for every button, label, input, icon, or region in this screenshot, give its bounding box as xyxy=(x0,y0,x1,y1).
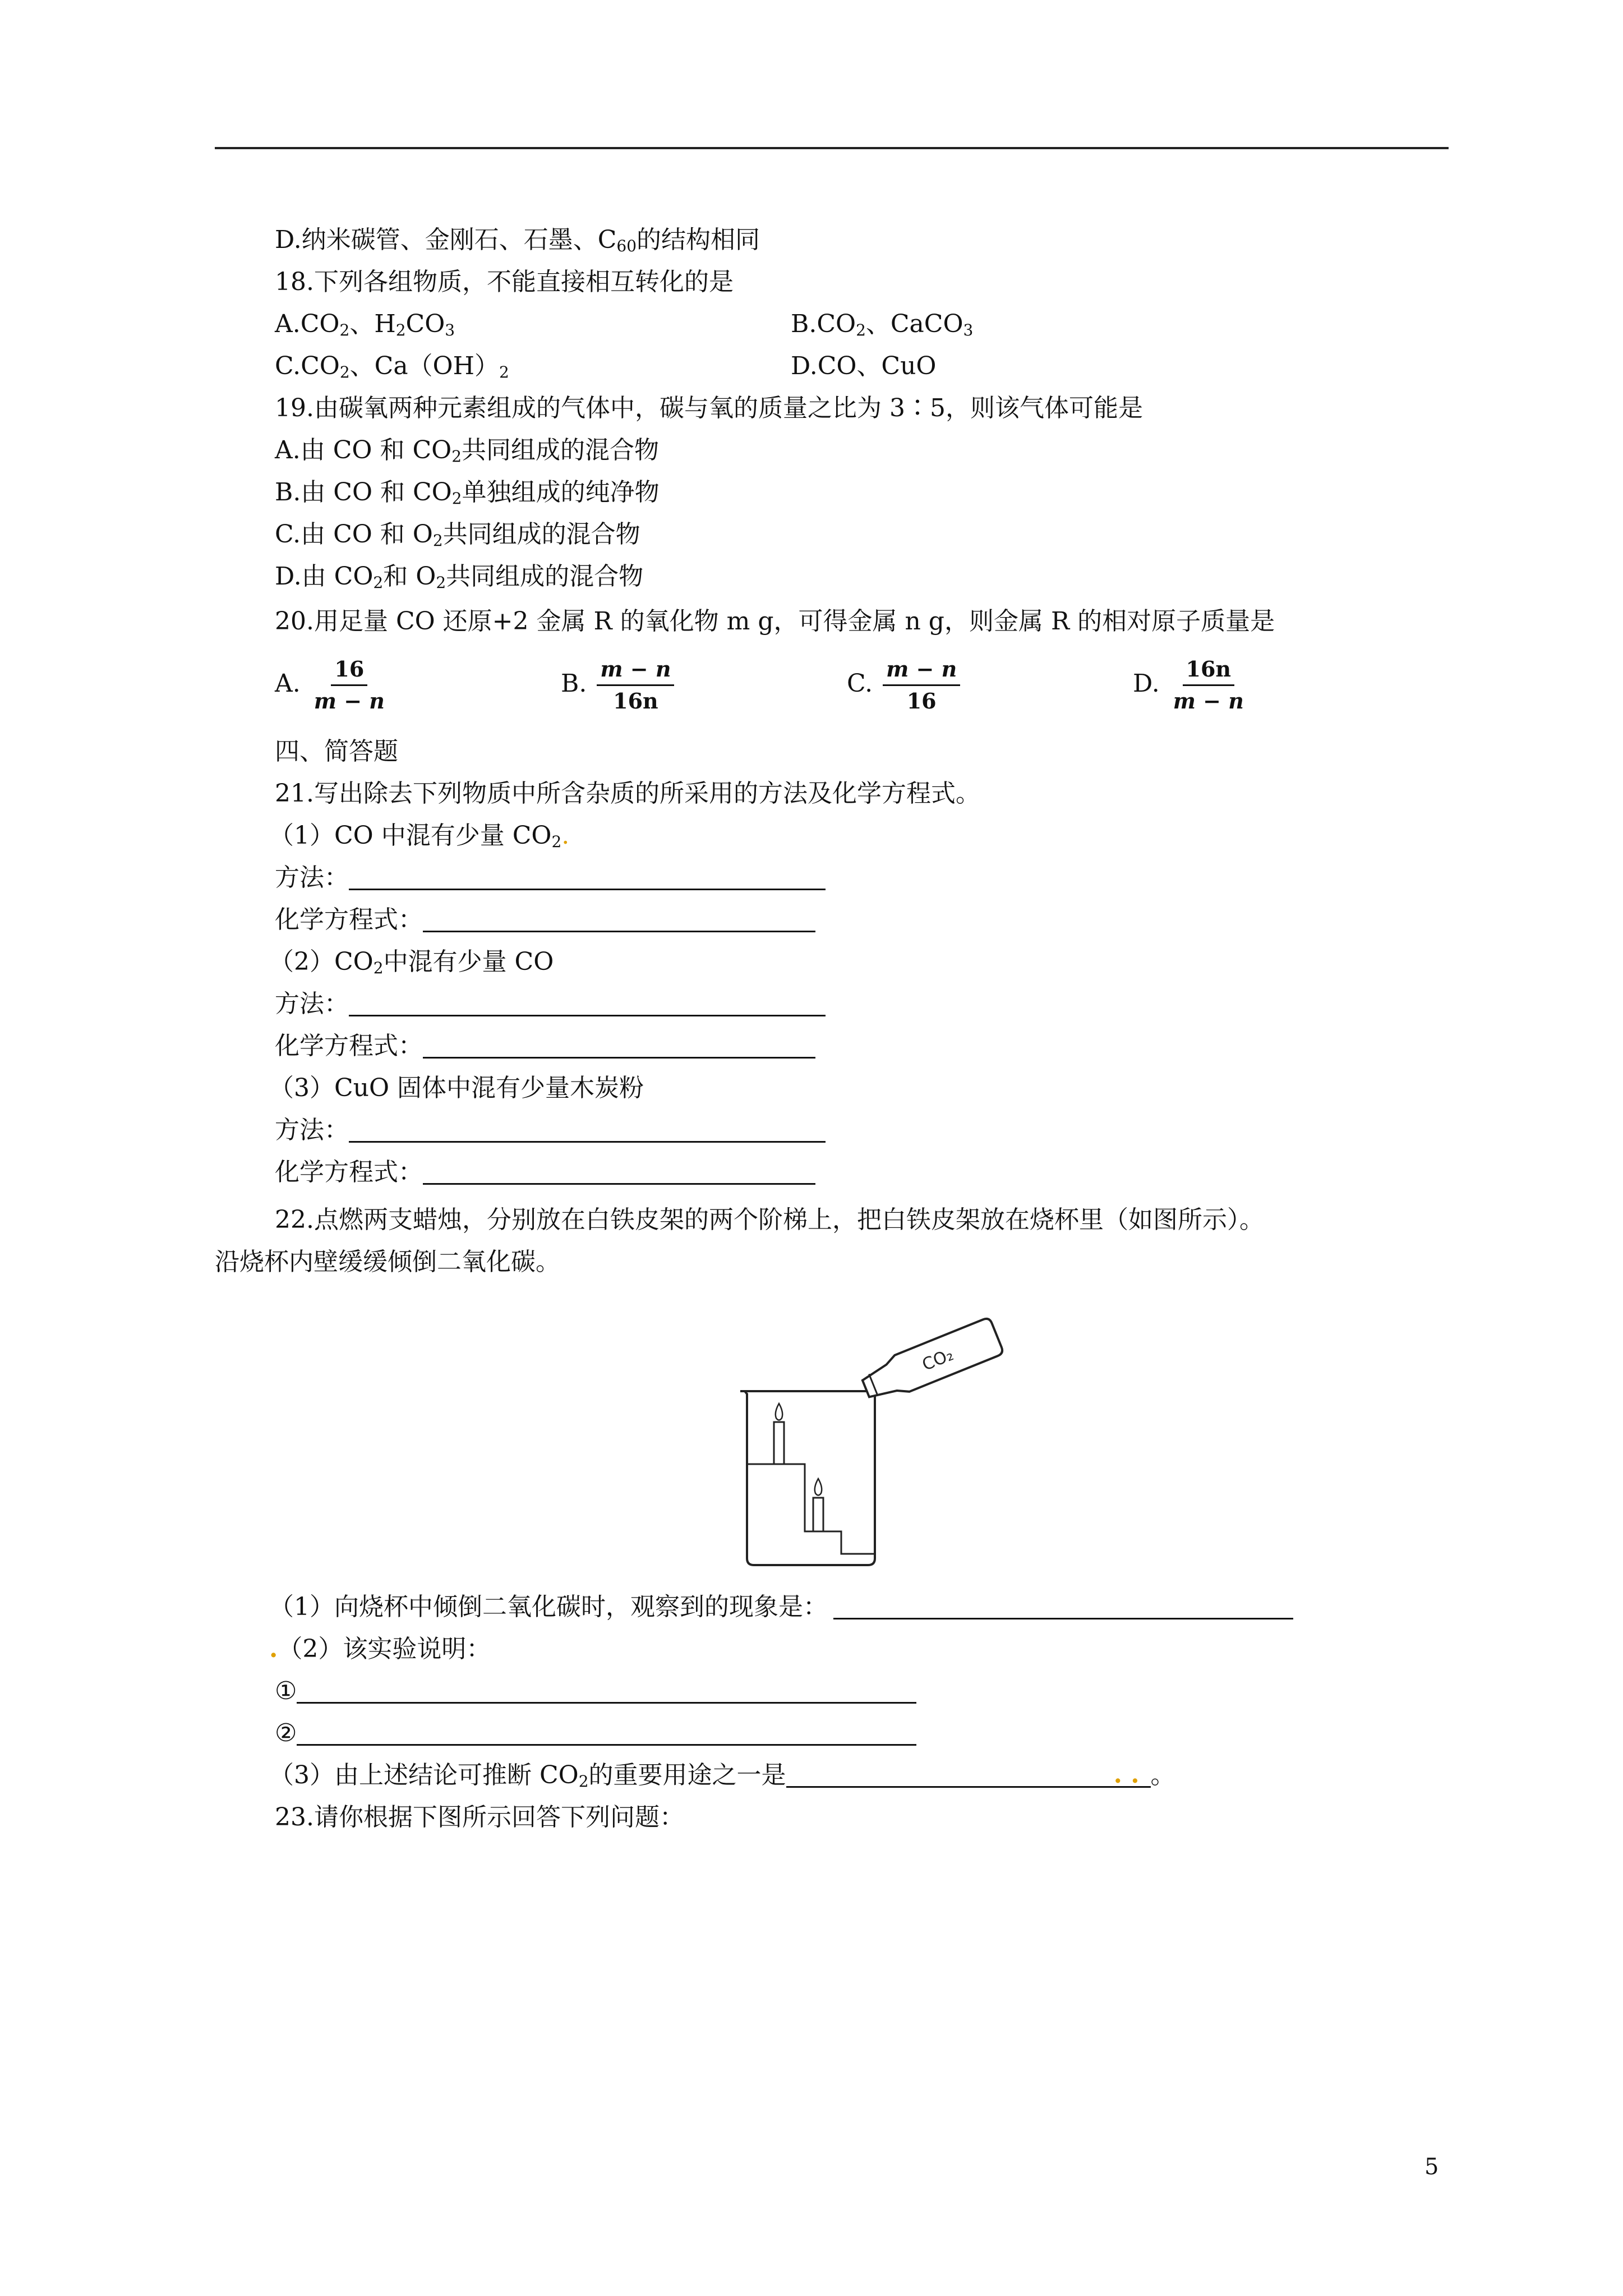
q18-option-c: $C.CO_2$、$Ca(OH)_2$ xyxy=(275,352,509,381)
q22-conclusion1: ① xyxy=(275,1674,916,1708)
page-number: 5 xyxy=(1424,2154,1439,2180)
q21-part3: （3）CuO 固体中混有少量木炭粉 xyxy=(269,1074,644,1102)
q21-part1: （1）CO 中混有少量 $CO_2$. xyxy=(269,821,570,851)
lower-candle xyxy=(813,1498,823,1531)
q19-option-c: C.由 CO 和 $O_2$共同组成的混合物 xyxy=(275,520,640,550)
q19-option-b: B.由 CO 和 $CO_2$单独组成的纯净物 xyxy=(275,478,660,508)
q22-sub2: .（2）该实验说明： xyxy=(269,1635,491,1663)
q18-option-b: $B.CO_2$、CaCO$_3$ xyxy=(791,310,974,339)
q21-part2: $(2)CO_2$中混有少量 CO xyxy=(269,947,554,977)
beaker-candle-figure xyxy=(729,1301,1043,1582)
section-title: 四、简答题 xyxy=(275,737,398,766)
header-rule xyxy=(215,147,1449,149)
q20-option-b: B. $\frac{m - n}{16n}$ xyxy=(561,656,674,714)
q19-option-d: D.由 $CO_2$和 $O_2$共同组成的混合物 xyxy=(275,562,644,592)
answer-blank[interactable] xyxy=(423,1161,815,1185)
q20-option-a: A. $\frac{16}{m - n}$ xyxy=(275,656,385,714)
bottle-label: CO₂ xyxy=(919,1345,957,1375)
answer-blank[interactable] xyxy=(297,1680,916,1704)
q19-option-a: A.由 CO 和 $CO_2$共同组成的混合物 xyxy=(275,436,660,466)
upper-candle xyxy=(774,1422,784,1464)
co2-bottle xyxy=(858,1317,1004,1406)
q22-sub3: （3）由上述结论可推断 $CO_2$的重要用途之一是 . . 。 xyxy=(269,1760,1175,1791)
q21-part1-method: 方法： xyxy=(275,861,826,895)
q23-stem: 23.请你根据下图所示回答下列问题： xyxy=(275,1803,684,1832)
answer-blank[interactable] xyxy=(349,866,826,890)
answer-blank[interactable]: . . xyxy=(786,1764,1151,1788)
q18-option-d: D.CO、CuO xyxy=(791,352,937,380)
q21-stem: 21.写出除去下列物质中所含杂质的所采用的方法及化学方程式。 xyxy=(275,779,980,808)
answer-blank[interactable] xyxy=(349,1119,826,1143)
q18-option-a: $A.CO_2$、$H_2CO_3$ xyxy=(275,310,455,339)
iron-stand xyxy=(747,1464,875,1554)
q22-conclusion2: ② xyxy=(275,1717,916,1750)
upper-flame-icon xyxy=(776,1404,782,1420)
q18-stem: 18.下列各组物质，不能直接相互转化的是 xyxy=(275,268,734,296)
q19-stem: 19.由碳氧两种元素组成的气体中，碳与氧的质量之比为 3∶5，则该气体可能是 xyxy=(275,394,1143,422)
q20-option-d: D. $\frac{16n}{m - n}$ xyxy=(1133,656,1244,714)
q21-part1-equation: 化学方程式： xyxy=(275,903,815,937)
q21-part2-equation: 化学方程式： xyxy=(275,1029,815,1063)
answer-blank[interactable] xyxy=(297,1722,916,1746)
answer-blank[interactable] xyxy=(833,1595,1293,1619)
q20-option-c: C. $\frac{m - n}{16}$ xyxy=(847,656,960,714)
answer-blank[interactable] xyxy=(423,908,815,932)
q20-stem: 20.用足量 CO 还原+2 金属 R 的氧化物 m g，可得金属 n g，则金属 R 的相对原子质量是 xyxy=(275,607,1275,636)
q21-part3-method: 方法： xyxy=(275,1114,826,1147)
answer-blank[interactable] xyxy=(423,1034,815,1059)
q21-part2-method: 方法： xyxy=(275,987,826,1021)
beaker-outline xyxy=(745,1391,875,1565)
q22-stem-line2: 沿烧杯内壁缓缓倾倒二氧化碳。 xyxy=(215,1248,560,1276)
q17-option-d: D.纳米碳管、金刚石、石墨、$C_{60}$的结构相同 xyxy=(275,226,760,255)
lower-flame-icon xyxy=(815,1479,822,1496)
q22-sub1: （1）向烧杯中倾倒二氧化碳时，观察到的现象是： xyxy=(269,1590,1293,1624)
q22-stem-line1: 22.点燃两支蜡烛，分别放在白铁皮架的两个阶梯上，把白铁皮架放在烧杯里（如图所示）。 xyxy=(275,1205,1264,1234)
q21-part3-equation: 化学方程式： xyxy=(275,1156,815,1189)
answer-blank[interactable] xyxy=(349,992,826,1016)
